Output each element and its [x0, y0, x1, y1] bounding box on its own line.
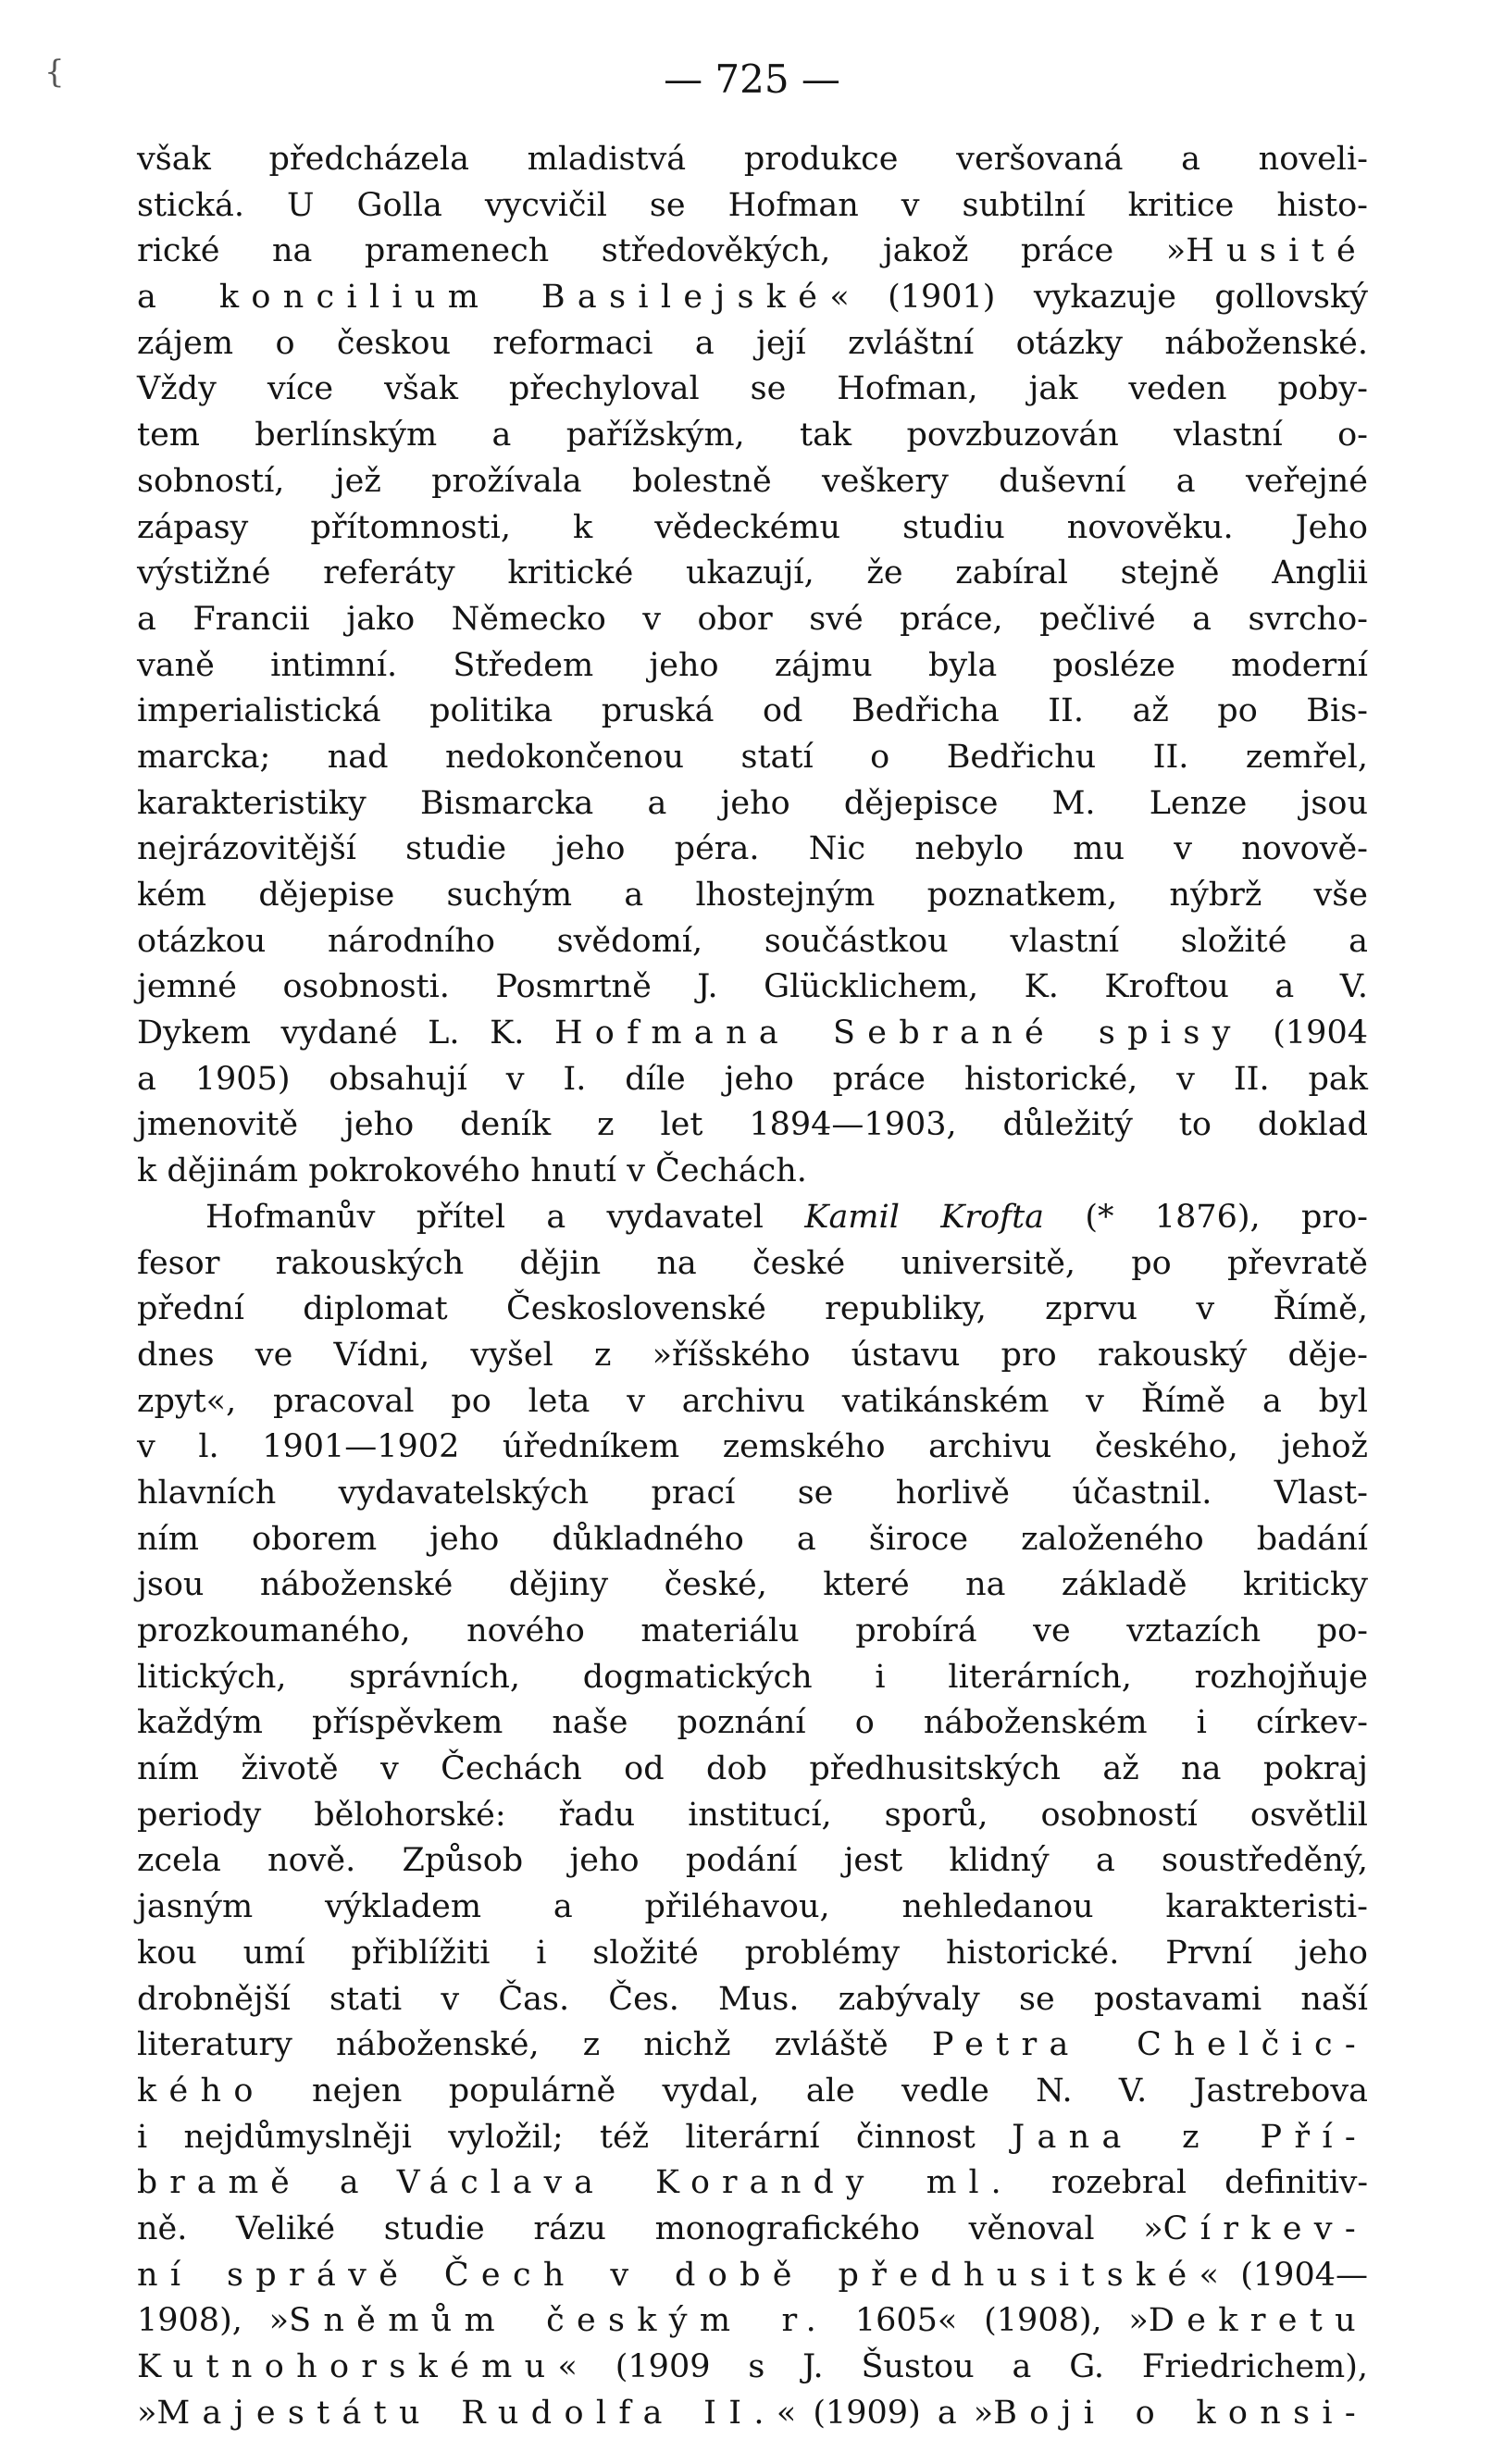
text-line: [137, 2345, 1368, 2391]
text-run: 1605« (1908), »: [828, 2302, 1149, 2340]
text-line: [137, 1241, 1368, 1288]
text-line: [137, 551, 1368, 597]
italic-name-text: Kamil Krofta: [804, 1198, 1045, 1236]
spaced-emphasis-text: Boji o konsi-: [993, 2394, 1368, 2432]
text-line: [137, 137, 1368, 183]
text-line: [137, 1793, 1368, 1839]
text-run: « (1901) vykazuje gollovský: [829, 279, 1368, 317]
text-line: [137, 183, 1368, 230]
text-run: « (1909 s J. Šustou a G. Friedrichem),: [557, 2348, 1368, 2385]
spaced-emphasis-text: Sněmům českým r.: [289, 2302, 829, 2340]
text-line: [137, 505, 1368, 552]
text-line: [137, 2160, 1368, 2207]
text-run: v l. 1901—1902 úředníkem zemského archivu českého, jehož: [137, 1428, 1368, 1466]
page-number-header: — 725 —: [664, 56, 840, 102]
text-run: vaně intimní. Středem jeho zájmu byla posléze moderní: [137, 646, 1368, 684]
text-run: tem berlínským a pařížským, tak povzbuzován vlastní o-: [137, 417, 1368, 454]
spaced-emphasis-text: a koncilium Basilejské: [137, 279, 830, 317]
spaced-emphasis-text: Husité: [1186, 232, 1368, 270]
text-line: [137, 2391, 1368, 2437]
text-run: kou umí přiblížiti i složité problémy historické. První jeho: [137, 1934, 1368, 1972]
text-run: Dykem vydané L. K.: [137, 1014, 554, 1052]
spaced-emphasis-text: Dekretu: [1148, 2302, 1368, 2340]
text-line: [137, 781, 1368, 828]
text-run: zápasy přítomnosti, k vědeckému studiu novověku. Jeho: [137, 508, 1368, 546]
text-run: každým příspěvkem naše poznání o náboženském i církev-: [137, 1704, 1368, 1742]
text-run: jasným výkladem a přiléhavou, nehledanou karakteristi-: [137, 1888, 1368, 1926]
text-run: sobností, jež prožívala bolestně veškery duševní a veřejné: [137, 462, 1368, 500]
text-run: přední diplomat Československé republiky, zprvu v Římě,: [137, 1290, 1368, 1328]
text-run: zcela nově. Způsob jeho podání jest klidný a soustředěný,: [137, 1842, 1368, 1880]
text-line: [137, 1287, 1368, 1333]
text-line: [137, 919, 1368, 965]
text-run: (1904: [1242, 1014, 1368, 1052]
text-run: ním životě v Čechách od dob předhusitských až na pokraj: [137, 1750, 1368, 1788]
text-run: nejen populárně vydal, ale vedle N. V. Jastrebova: [265, 2072, 1368, 2109]
text-line: [137, 1562, 1368, 1609]
text-run: Hofmanův přítel a vydavatel: [205, 1198, 805, 1236]
text-line: [137, 1195, 1368, 1241]
text-line: [137, 1977, 1368, 2023]
text-run: výstižné referáty kritické ukazují, že zabíral stejně Anglii: [137, 554, 1368, 592]
text-run: periody bělohorské: řadu institucí, sporů, osobností osvětlil: [137, 1796, 1368, 1834]
text-run: však předcházela mladistvá produkce veršovaná a noveli-: [137, 141, 1368, 178]
text-run: rické na pramenech středověkých, jakož práce »: [137, 232, 1187, 270]
spaced-emphasis-text: Petra Chelčic-: [931, 2026, 1368, 2064]
text-line: [137, 321, 1368, 367]
text-line: [137, 1655, 1368, 1701]
text-run: a 1905) obsahují v I. díle jeho práce historické, v II. pak: [137, 1060, 1368, 1098]
text-run: stická. U Golla vycvičil se Hofman v subtilní kritice histo-: [137, 186, 1368, 224]
text-run: 1908), »: [137, 2302, 290, 2340]
text-line: [137, 1379, 1368, 1425]
text-run: zpyt«, pracoval po leta v archivu vatikánském v Římě a byl: [137, 1382, 1368, 1420]
text-run: jemné osobnosti. Posmrtně J. Glücklichem, K. Kroftou a V.: [137, 968, 1368, 1006]
text-run: hlavních vydavatelských prací se horlivě účastnil. Vlast-: [137, 1474, 1368, 1512]
text-line: [137, 1700, 1368, 1747]
text-line: [137, 275, 1368, 321]
text-run: a Francii jako Německo v obor své práce, pečlivé a svrcho-: [137, 600, 1368, 638]
text-run: rozebral definitiv-: [1013, 2164, 1368, 2202]
spaced-emphasis-text: Jana z Pří-: [1012, 2118, 1368, 2156]
text-run: otázkou národního svědomí, součástkou vlastní složité a: [137, 922, 1368, 960]
text-run: prozkoumaného, nového materiálu probírá ve vztazích po-: [137, 1612, 1368, 1649]
spaced-emphasis-text: bramě: [137, 2164, 302, 2202]
spaced-emphasis-text: kého: [137, 2072, 266, 2109]
text-line: [137, 964, 1368, 1011]
text-run: ně. Veliké studie rázu monografického věnoval »: [137, 2209, 1163, 2247]
text-line: [137, 1885, 1368, 1931]
text-run: marcka; nad nedokončenou statí o Bedřichu II. zemřel,: [137, 738, 1368, 776]
text-run: k dějinám pokrokového hnutí v Čechách.: [137, 1152, 807, 1190]
text-line: [137, 1931, 1368, 1977]
text-line: [137, 827, 1368, 873]
text-run: litických, správních, dogmatických i literárních, rozhojňuje: [137, 1658, 1368, 1696]
text-run: (* 1876), pro-: [1044, 1198, 1368, 1236]
text-line: [137, 597, 1368, 643]
text-line: [137, 367, 1368, 413]
text-run: dnes ve Vídni, vyšel z »říšského ústavu pro rakouský děje-: [137, 1336, 1368, 1374]
text-run: jsou náboženské dějiny české, které na základě kriticky: [137, 1566, 1368, 1604]
text-line: [137, 2207, 1368, 2253]
text-run: fesor rakouských dějin na české universitě, po převratě: [137, 1244, 1368, 1282]
text-run: « (1909) a »: [776, 2394, 994, 2432]
spaced-emphasis-text: Václava Korandy ml.: [396, 2164, 1013, 2202]
text-line: [137, 643, 1368, 690]
text-run: ním oborem jeho důkladného a široce založeného badání: [137, 1520, 1368, 1558]
text-line: [137, 1425, 1368, 1471]
text-run: i nejdůmyslněji vyložil; též literární činnost: [137, 2118, 1013, 2156]
text-line: [137, 1838, 1368, 1885]
text-line: [137, 1471, 1368, 1517]
text-line: [137, 229, 1368, 275]
text-run: nejrázovitější studie jeho péra. Nic nebylo mu v novově-: [137, 830, 1368, 868]
body-text: [137, 137, 1368, 2436]
text-line: [137, 2115, 1368, 2161]
text-run: jmenovitě jeho deník z let 1894—1903, důležitý to doklad: [137, 1106, 1368, 1144]
text-line: [137, 689, 1368, 735]
text-line: [137, 1011, 1368, 1057]
text-line: [137, 873, 1368, 919]
text-line: [137, 1057, 1368, 1103]
text-line: [137, 1517, 1368, 1563]
text-run: « (1904—: [1199, 2256, 1368, 2294]
text-line: [137, 2069, 1368, 2115]
page-corner-mark: {: [44, 54, 65, 91]
text-run: literatury náboženské, z nichž zvláště: [137, 2026, 932, 2064]
text-run: zájem o českou reformaci a její zvláštní otázky náboženské.: [137, 324, 1368, 362]
text-line: [137, 413, 1368, 459]
spaced-emphasis-text: Církev-: [1162, 2209, 1368, 2247]
text-line: [137, 2253, 1368, 2299]
text-line: [137, 2298, 1368, 2345]
spaced-emphasis-text: Hofmana Sebrané spisy: [553, 1014, 1243, 1052]
text-line: [137, 1149, 1368, 1195]
text-run: Vždy více však přechyloval se Hofman, jak veden poby-: [137, 370, 1368, 408]
text-line: [137, 1609, 1368, 1655]
text-line: [137, 735, 1368, 781]
spaced-emphasis-text: ní správě Čech v době předhusitské: [137, 2256, 1199, 2294]
spaced-emphasis-text: Kutnohorskému: [137, 2348, 558, 2385]
text-line: [137, 1333, 1368, 1379]
text-run: drobnější stati v Čas. Čes. Mus. zabývaly se postavami naší: [137, 1980, 1368, 2018]
text-line: [137, 1102, 1368, 1149]
text-line: [137, 2022, 1368, 2069]
spaced-emphasis-text: Majestátu Rudolfa II.: [156, 2394, 777, 2432]
text-run: kém dějepise suchým a lhostejným poznatkem, nýbrž vše: [137, 877, 1368, 914]
text-run: imperialistická politika pruská od Bedřicha II. až po Bis-: [137, 692, 1368, 730]
text-run: karakteristiky Bismarcka a jeho dějepisce M. Lenze jsou: [137, 784, 1368, 822]
text-line: [137, 459, 1368, 505]
text-run: a: [301, 2164, 397, 2202]
text-line: [137, 1747, 1368, 1793]
text-run: »: [137, 2394, 157, 2432]
